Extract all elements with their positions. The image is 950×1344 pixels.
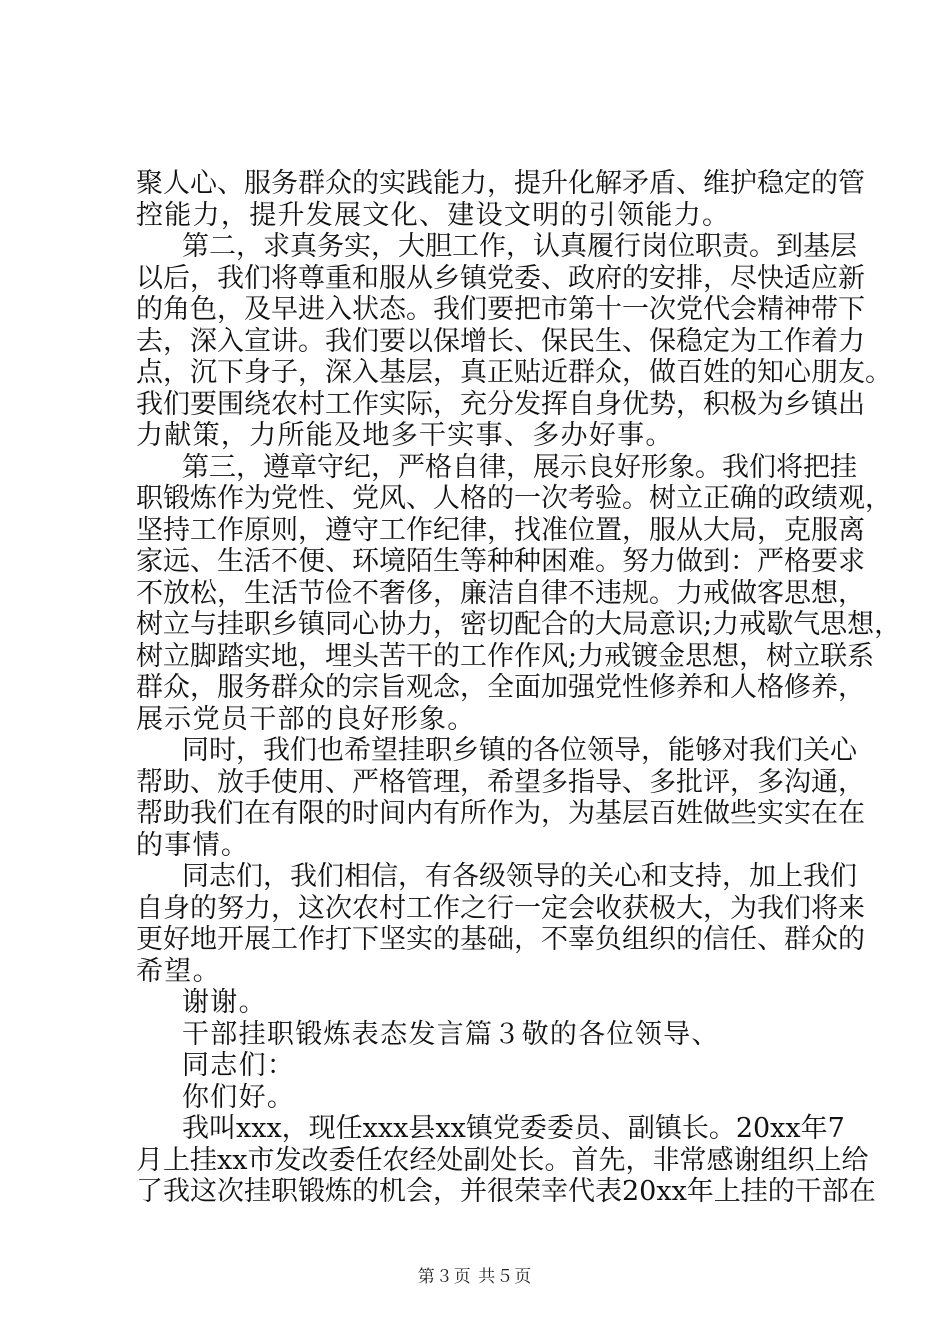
text-line: 月上挂xx市发改委任农经处副处长。首先，非常感谢组织上给 <box>136 1144 869 1176</box>
text-line: 自身的努力，这次农村工作之行一定会收获极大，为我们将来 <box>136 892 865 924</box>
text-line: 不放松，生活节俭不奢侈，廉洁自律不违规。力戒做客思想， <box>136 577 865 609</box>
document-body <box>136 168 902 1208</box>
text-line: 了我这次挂职锻炼的机会，并很荣幸代表20xx年上挂的干部在 <box>136 1176 876 1207</box>
paragraph-start-line: 同时，我们也希望挂职乡镇的各位领导，能够对我们关心 <box>182 735 857 766</box>
text-line: 更好地开展工作打下坚实的基础，不辜负组织的信任、群众的 <box>136 924 865 955</box>
text-line: 的事情。 <box>136 829 250 861</box>
text-line: 去，深入宣讲。我们要以保增长、保民生、保稳定为工作着力 <box>136 325 865 357</box>
text-line: 我们要围绕农村工作实际，充分发挥自身优势，积极为乡镇出 <box>136 388 865 420</box>
paragraph-start-line: 谢谢。 <box>182 987 267 1018</box>
text-line: 职锻炼作为党性、党风、人格的一次考验。树立正确的政绩观， <box>136 483 892 514</box>
text-line: 点，沉下身子，深入基层，真正贴近群众，做百姓的知心朋友。 <box>136 357 892 388</box>
paragraph-start-line: 第三，遵章守纪，严格自律，展示良好形象。我们将把挂 <box>182 451 857 483</box>
text-line: 树立与挂职乡镇同心协力，密切配合的大局意识;力戒歇气思想， <box>136 609 902 640</box>
paragraph-start-line: 我叫xxx，现任xxx县xx镇党委委员、副镇长。20xx年7 <box>182 1113 845 1144</box>
text-line: 聚人心、服务群众的实践能力，提升化解矛盾、维护稳定的管 <box>136 168 865 199</box>
page-number-footer: 第３页 共５页 <box>417 1267 533 1287</box>
paragraph-start-line: 第二，求真务实，大胆工作，认真履行岗位职责。到基层 <box>182 231 857 262</box>
text-line: 的角色，及早进入状态。我们要把市第十一次党代会精神带下 <box>136 294 865 325</box>
text-line: 帮助、放手使用、严格管理，希望多指导、多批评，多沟通， <box>136 766 865 798</box>
text-line: 群众，服务群众的宗旨观念，全面加强党性修养和人格修养， <box>136 672 865 703</box>
text-line: 希望。 <box>136 955 221 987</box>
paragraph-start-line: 同志们，我们相信，有各级领导的关心和支持，加上我们 <box>182 861 857 892</box>
text-line: 力献策，力所能及地多干实事、多办好事。 <box>136 420 674 451</box>
text-line: 展示党员干部的良好形象。 <box>136 703 476 735</box>
text-line: 坚持工作原则，遵守工作纪律，找准位置，服从大局，克服离 <box>136 514 865 546</box>
text-line: 帮助我们在有限的时间内有所作为，为基层百姓做些实实在在 <box>136 798 865 829</box>
text-line: 家远、生活不便、环境陌生等种种困难。努力做到：严格要求 <box>136 546 865 577</box>
text-line: 控能力，提升发展文化、建设文明的引领能力。 <box>136 199 731 231</box>
text-line: 以后，我们将尊重和服从乡镇党委、政府的安排，尽快适应新 <box>136 262 865 294</box>
salutation-line: 同志们： <box>182 1050 296 1081</box>
section-heading-line: 干部挂职锻炼表态发言篇３敬的各位领导、 <box>182 1018 720 1050</box>
greeting-line: 你们好。 <box>182 1081 296 1113</box>
text-line: 树立脚踏实地，埋头苦干的工作作风;力戒镀金思想，树立联系 <box>136 640 875 672</box>
